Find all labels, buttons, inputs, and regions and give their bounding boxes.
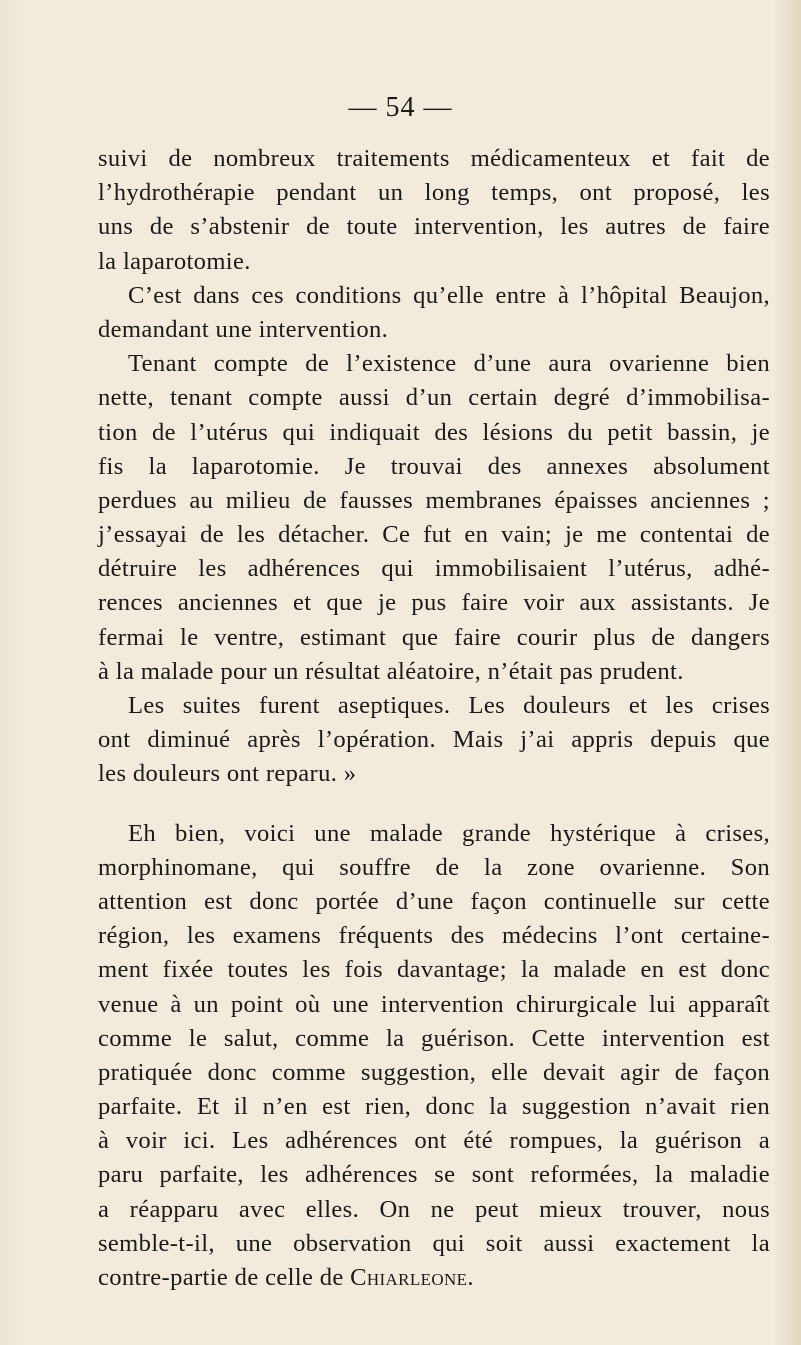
text-line: région, les examens fréquents des médecins l’ont certaine- — [98, 922, 770, 950]
text-line: tion de l’utérus qui indiquait des lésions du petit bassin, je — [98, 418, 770, 446]
page-number: — 54 — — [348, 92, 453, 123]
paragraph-5 — [98, 817, 770, 1296]
text-line: fermai le ventre, estimant que faire courir plus de dangers — [98, 623, 770, 651]
text-line: Les suites furent aseptiques. Les douleurs et les crises — [128, 692, 770, 719]
text-line: les douleurs ont reparu. » — [98, 760, 357, 788]
paragraph-gap — [98, 792, 770, 817]
text-line: C’est dans ces conditions qu’elle entre à l’hôpital Beaujon, — [128, 281, 770, 309]
text-line: à la malade pour un résultat aléatoire, n’était pas prudent. — [98, 657, 684, 685]
text-line: ment fixée toutes les fois davantage; la malade en est donc — [98, 956, 770, 984]
text-line: la laparotomie. — [98, 247, 251, 275]
final-period: . — [467, 1264, 474, 1291]
text-line: l’hydrothérapie pendant un long temps, ont proposé, les — [98, 179, 770, 207]
paragraph-3 — [98, 347, 770, 689]
text-line: semble-t-il, une observation qui soit aussi exactement la — [98, 1229, 770, 1257]
text-line: perdues au milieu de fausses membranes épaisses anciennes ; — [98, 486, 770, 514]
text-line-final — [98, 1261, 770, 1295]
text-line: demandant une intervention. — [98, 315, 389, 343]
text-line: morphinomane, qui souffre de la zone ovarienne. Son — [98, 853, 770, 881]
text-line: venue à un point où une intervention chirurgicale lui apparaît — [98, 990, 770, 1018]
text-line: nette, tenant compte aussi d’un certain degré d’immobilisa- — [98, 384, 770, 412]
final-line-text: contre-partie de celle de — [98, 1264, 351, 1291]
text-line: comme le salut, comme la guérison. Cette intervention est — [98, 1024, 770, 1052]
text-line: à voir ici. Les adhérences ont été rompues, la guérison a — [98, 1127, 770, 1155]
text-line: Tenant compte de l’existence d’une aura ovarienne bien — [128, 350, 770, 378]
text-line: suivi de nombreux traitements médicamenteux et fait de — [98, 145, 770, 172]
text-line: paru parfaite, les adhérences se sont reformées, la maladie — [98, 1161, 770, 1189]
paragraph-1 — [98, 142, 770, 279]
text-line: fis la laparotomie. Je trouvai des annexes absolument — [98, 452, 770, 480]
paragraph-4 — [98, 689, 770, 792]
text-line: a réapparu avec elles. On ne peut mieux trouver, nous — [98, 1195, 770, 1223]
text-line: j’essayai de les détacher. Ce fut en vain; je me contentai de — [98, 521, 770, 549]
author-name: Chiarleone — [350, 1264, 468, 1291]
body-text — [98, 142, 770, 1295]
text-line: ont diminué après l’opération. Mais j’ai appris depuis que — [98, 726, 770, 754]
text-line: détruire les adhérences qui immobilisaient l’utérus, adhé- — [98, 555, 770, 583]
text-line: parfaite. Et il n’en est rien, donc la suggestion n’avait rien — [98, 1093, 770, 1121]
text-line: uns de s’abstenir de toute intervention, les autres de faire — [98, 213, 770, 241]
text-line: rences anciennes et que je pus faire voir aux assistants. Je — [98, 589, 770, 617]
text-line: attention est donc portée d’une façon continuelle sur cette — [98, 887, 770, 915]
text-line: pratiquée donc comme suggestion, elle devait agir de façon — [98, 1058, 770, 1086]
paragraph-2 — [98, 279, 770, 347]
text-line: Eh bien, voici une malade grande hystérique à crises, — [128, 819, 770, 847]
